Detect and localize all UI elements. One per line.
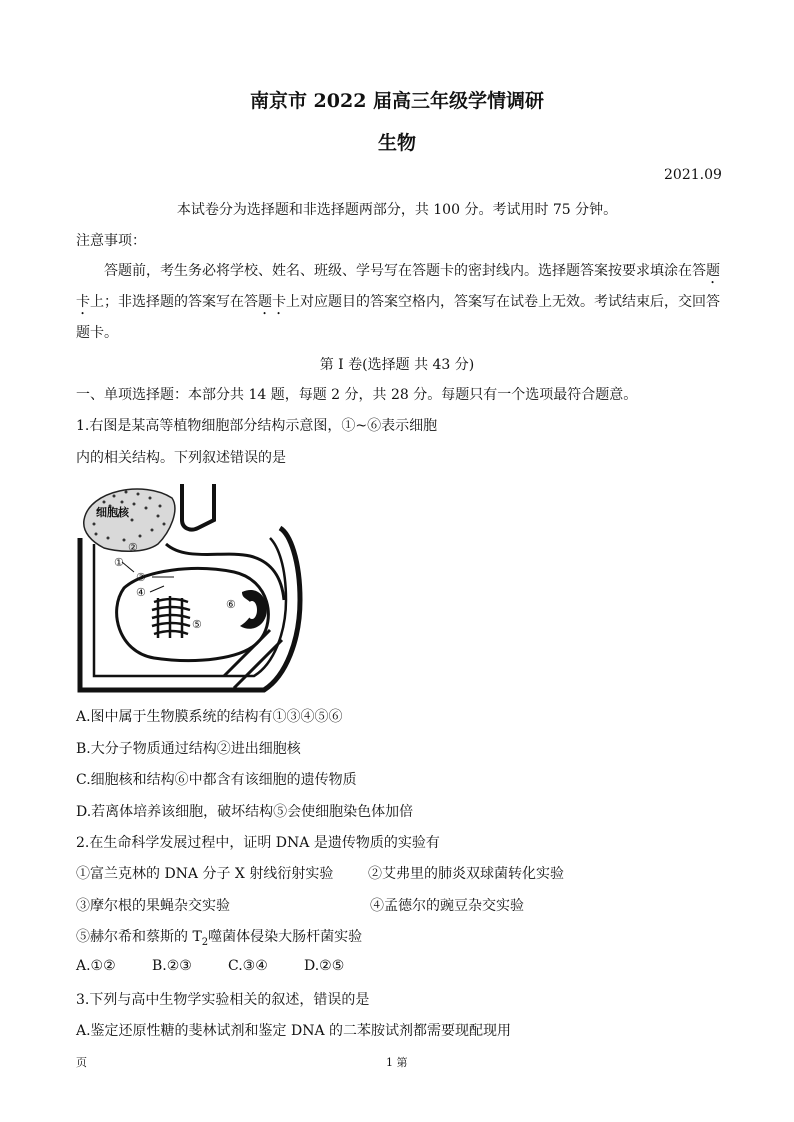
q2-stem: 2.在生命科学发展过程中，证明 DNA 是遗传物质的实验有 [76,835,440,851]
notice-emphasis: 题卡 [258,294,286,310]
q2-item-3: ③摩尔根的果蝇杂交实验 [76,898,230,914]
footer-left: 页 [76,1056,87,1069]
notice-emphasis: 题 [706,263,720,279]
label-3: ③ [136,571,146,584]
label-5: ⑤ [192,618,202,631]
q2-item-5-pre: ⑤赫尔希和蔡斯的 T [76,929,202,945]
er-membrane [166,544,284,600]
notice-line-2 [76,291,720,318]
notice-emphasis: 卡 [76,294,90,310]
notice-heading: 注意事项： [76,233,146,249]
label-leaders [122,562,174,592]
q3-option-a: A.鉴定还原性糖的斐林试剂和鉴定 DNA 的二苯胺试剂都需要现配现用 [76,1023,512,1039]
notice-line-2-text: 上；非选择题的答案写在答 [90,294,258,310]
q2-option-d: D.②⑤ [304,958,345,974]
q1-option-c: C.细胞核和结构⑥中都含有该细胞的遗传物质 [76,772,357,788]
q2-item-4: ④孟德尔的豌豆杂交实验 [370,898,524,914]
notice-line-2-text: 上对应题目的答案空格内，答案写在试卷上无效。考试结束后，交回答 [286,294,720,310]
notice-line-1 [104,260,720,287]
mitochondrion-inner [247,601,257,619]
q2-item-5 [76,926,362,948]
q1-option-d: D.若离体培养该细胞，破坏结构⑤会使细胞染色体加倍 [76,804,414,820]
plant-cell-diagram [74,480,306,695]
label-4: ④ [136,586,146,599]
subject-title: 生物 [377,132,416,154]
notice-line-1-text: 答题前，考生务必将学校、姓名、班级、学号写在答题卡的密封线内。选择题答案按要求填涂在答 [104,263,706,279]
q3-stem: 3.下列与高中生物学实验相关的叙述，错误的是 [76,992,370,1008]
page-title: 南京市 2022 届高三年级学情调研 [249,90,545,112]
q1-stem-line-1: 1.右图是某高等植物细胞部分结构示意图，①~⑥表示细胞 [76,418,438,434]
er-channel [182,484,214,530]
q2-option-c: C.③④ [228,958,268,974]
q1-option-a: A.图中属于生物膜系统的结构有①③④⑤⑥ [76,709,343,725]
golgi-stack [152,596,190,638]
q2-option-a: A.①② [76,958,116,974]
footer-page-number: 1 第 [386,1056,408,1069]
q1-stem-line-2: 内的相关结构。下列叙述错误的是 [76,450,286,466]
section-instruction: 一、单项选择题：本部分共 14 题，每题 2 分，共 28 分。每题只有一个选项最符合题意。 [76,387,638,403]
cell-diagram-svg [74,480,306,695]
label-1: ① [114,556,124,569]
q2-item-1: ①富兰克林的 DNA 分子 X 射线衍射实验 [76,866,334,882]
notice-line-3: 题卡。 [76,325,118,341]
exam-intro: 本试卷分为选择题和非选择题两部分，共 100 分。考试用时 75 分钟。 [176,202,618,218]
section-title: 第 I 卷(选择题 共 43 分) [319,357,475,373]
q2-item-5-post: 噬菌体侵染大肠杆菌实验 [208,929,363,945]
exam-date: 2021.09 [664,167,722,183]
q1-option-b: B.大分子物质通过结构②进出细胞核 [76,741,301,757]
label-2: ② [128,541,138,554]
label-6: ⑥ [226,598,236,611]
label-nucleus: 细胞核 [96,506,129,519]
q2-option-b: B.②③ [152,958,192,974]
q2-item-5-sub: 2 [201,936,209,948]
q2-item-2: ②艾弗里的肺炎双球菌转化实验 [368,866,564,882]
